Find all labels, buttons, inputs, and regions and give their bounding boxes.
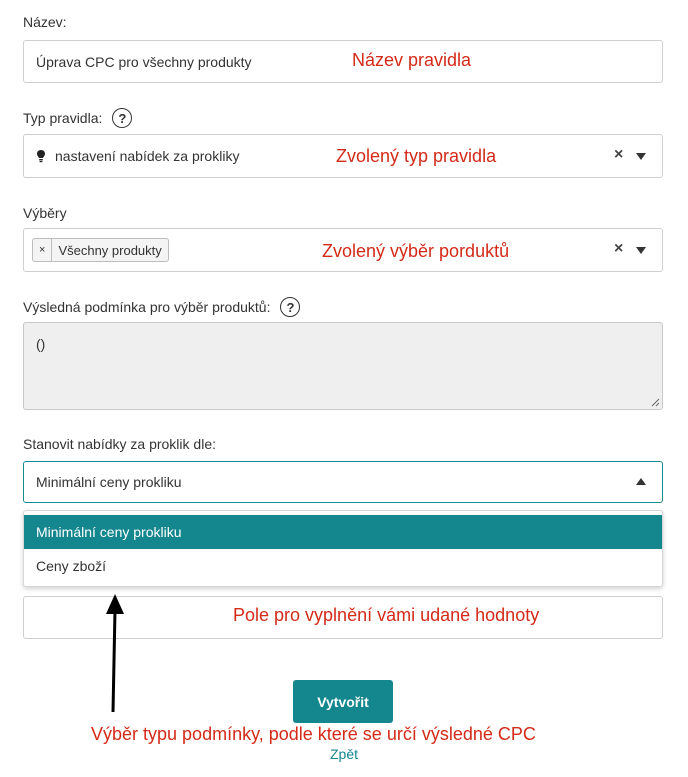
arrow-up-icon xyxy=(100,590,130,714)
lightbulb-icon xyxy=(36,149,46,163)
dropdown-option[interactable]: Ceny zboží xyxy=(36,558,107,574)
condition-label-text: Výsledná podmínka pro výběr produktů: xyxy=(23,299,271,315)
value-annotation: Pole pro vyplnění vámi udané hodnoty xyxy=(233,605,540,625)
rule-type-label-text: Typ pravidla: xyxy=(23,110,103,126)
arrow-annotation: Výběr typu podmínky, podle které se určí výsledné CPC xyxy=(91,724,536,744)
selection-tag xyxy=(32,238,169,262)
selections-label-text: Výběry xyxy=(23,205,67,221)
dropdown-option[interactable]: Minimální ceny prokliku xyxy=(24,515,662,549)
chevron-down-icon[interactable] xyxy=(636,247,646,254)
tag-remove-icon[interactable]: × xyxy=(33,239,52,261)
rule-type-annotation: Zvolený typ pravidla xyxy=(336,146,497,166)
name-label-text: Název: xyxy=(23,14,67,30)
bid-by-dropdown xyxy=(23,510,663,587)
name-annotation: Název pravidla xyxy=(352,50,472,70)
condition-textarea[interactable] xyxy=(23,322,663,410)
tag-label: Všechny produkty xyxy=(58,242,162,258)
name-input-value: Úprava CPC pro všechny produkty xyxy=(36,53,252,70)
help-icon[interactable]: ? xyxy=(112,108,132,128)
bid-by-label xyxy=(23,436,216,452)
clear-icon[interactable]: × xyxy=(614,240,624,257)
bid-by-select[interactable] xyxy=(23,461,663,503)
selections-label xyxy=(23,205,67,221)
help-icon[interactable]: ? xyxy=(280,297,300,317)
bid-by-label-text: Stanovit nabídky za proklik dle: xyxy=(23,436,216,452)
name-input[interactable] xyxy=(23,40,663,83)
selections-annotation: Zvolený výběr porduktů xyxy=(322,241,510,261)
rule-type-label xyxy=(23,108,132,128)
resize-handle-icon[interactable] xyxy=(651,398,660,407)
chevron-down-icon[interactable] xyxy=(636,153,646,160)
rule-type-value: nastavení nabídek za prokliky xyxy=(55,148,240,164)
chevron-up-icon[interactable] xyxy=(636,478,646,485)
condition-value: () xyxy=(36,336,46,352)
clear-icon[interactable]: × xyxy=(614,146,624,163)
bid-by-value: Minimální ceny prokliku xyxy=(36,474,182,490)
name-label xyxy=(23,14,67,30)
back-link[interactable]: Zpět xyxy=(329,746,358,762)
create-button[interactable]: Vytvořit xyxy=(293,680,393,723)
condition-label xyxy=(23,297,300,317)
